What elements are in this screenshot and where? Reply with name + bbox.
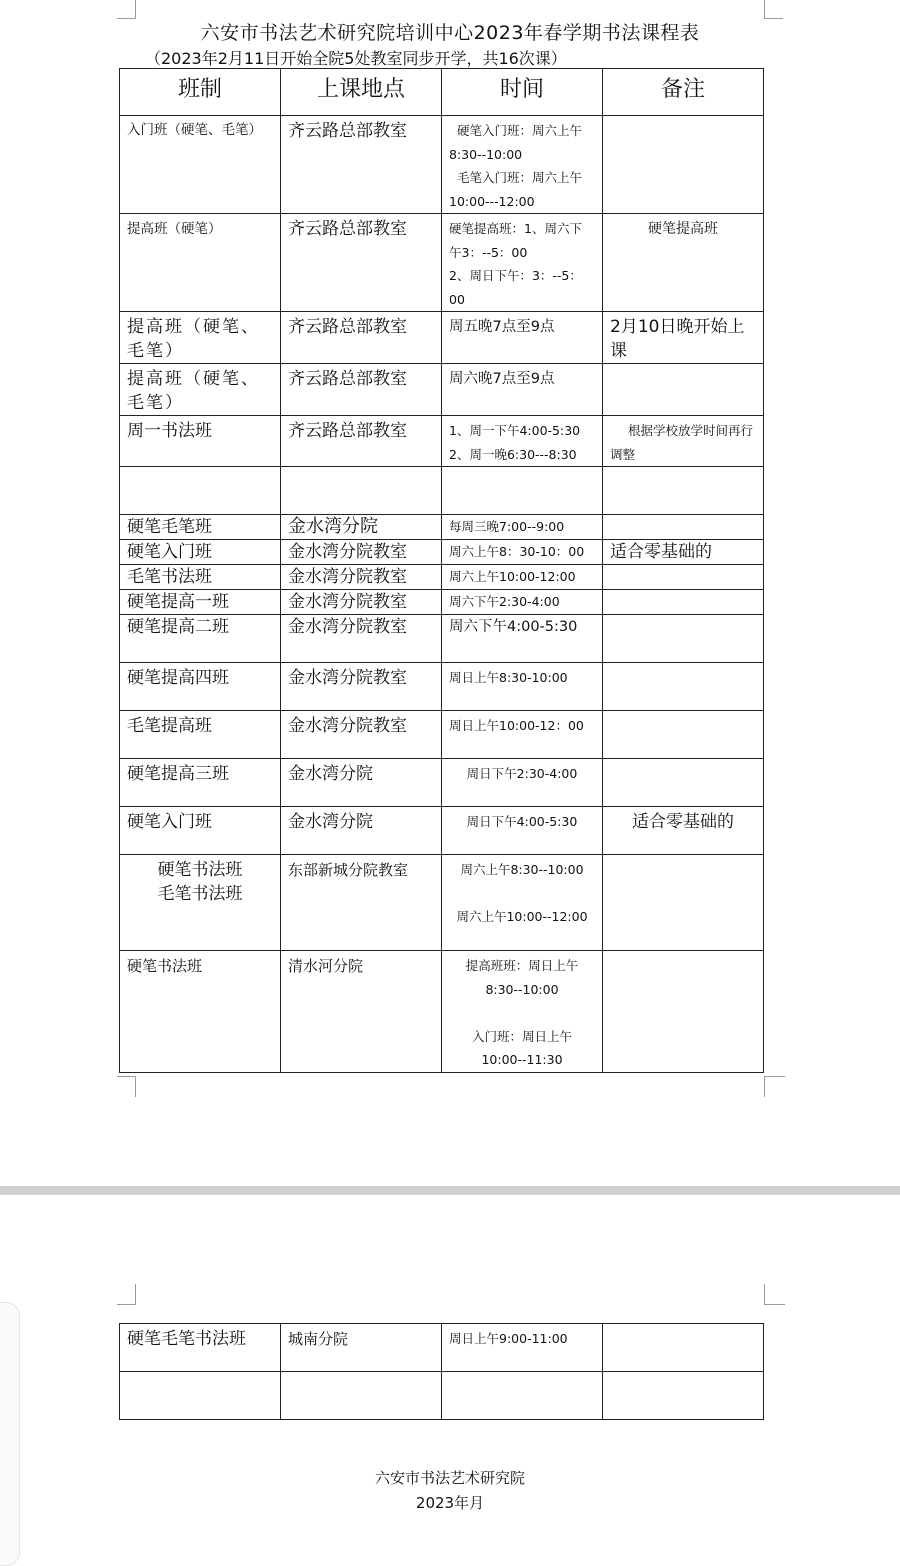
note-cell <box>603 467 764 515</box>
header-time: 时间 <box>442 69 603 116</box>
location-cell: 金水湾分院 <box>281 759 442 807</box>
time-cell: 硬笔入门班：周六上午 8:30--10:00 毛笔入门班：周六上午 10:00---12:00 <box>442 116 603 214</box>
location-cell: 金水湾分院 <box>281 807 442 855</box>
table-row <box>120 565 764 590</box>
location-cell: 金水湾分院教室 <box>281 663 442 711</box>
footer-date: 2023年月 <box>415 1494 485 1512</box>
class-cell: 硬笔毛笔班 <box>120 515 281 540</box>
time-cell <box>442 1372 603 1420</box>
class-cell: 硬笔入门班 <box>120 807 281 855</box>
table-row <box>120 855 764 951</box>
class-cell: 硬笔书法班 <box>120 951 281 1073</box>
schedule-table-page2 <box>119 1323 764 1420</box>
time-cell: 硬笔提高班：1、周六下 午3：--5：00 2、周日下午：3：--5： 00 <box>442 214 603 312</box>
crop-mark <box>117 1284 136 1305</box>
table-row <box>120 467 764 515</box>
note-cell: 根据学校放学时间再行调整 <box>603 416 764 467</box>
time-cell: 周日下午4:00-5:30 <box>442 807 603 855</box>
time-cell: 周五晚7点至9点 <box>442 312 603 364</box>
class-cell: 毛笔书法班 <box>120 565 281 590</box>
location-cell: 金水湾分院教室 <box>281 711 442 759</box>
location-cell: 东部新城分院教室 <box>281 855 442 951</box>
crop-mark <box>117 1076 136 1097</box>
note-cell <box>603 116 764 214</box>
time-cell: 周日下午2:30-4:00 <box>442 759 603 807</box>
note-cell <box>603 663 764 711</box>
note-cell: 适合零基础的 <box>603 540 764 565</box>
table-row <box>120 540 764 565</box>
time-cell: 周六上午8：30-10：00 <box>442 540 603 565</box>
table-row <box>120 711 764 759</box>
table-header-row <box>120 69 764 116</box>
edge-panel-handle[interactable] <box>0 1302 20 1566</box>
location-cell: 金水湾分院教室 <box>281 565 442 590</box>
page-separator <box>0 1186 900 1195</box>
table-row <box>120 515 764 540</box>
time-cell: 周六晚7点至9点 <box>442 364 603 416</box>
header-note: 备注 <box>603 69 764 116</box>
class-cell: 周一书法班 <box>120 416 281 467</box>
table-row <box>120 116 764 214</box>
location-cell: 齐云路总部教室 <box>281 312 442 364</box>
crop-mark <box>764 0 783 19</box>
class-cell: 硬笔提高二班 <box>120 615 281 663</box>
time-cell: 每周三晚7:00--9:00 <box>442 515 603 540</box>
location-cell: 金水湾分院教室 <box>281 590 442 615</box>
location-cell: 齐云路总部教室 <box>281 214 442 312</box>
note-cell <box>603 590 764 615</box>
class-cell: 硬笔提高四班 <box>120 663 281 711</box>
note-cell <box>603 1372 764 1420</box>
time-cell: 周六上午8:30--10:00 周六上午10:00--12:00 <box>442 855 603 951</box>
time-cell: 周日上午9:00-11:00 <box>442 1324 603 1372</box>
table-row <box>120 214 764 312</box>
note-cell <box>603 951 764 1073</box>
time-cell: 提高班班：周日上午 8:30--10:00 入门班：周日上午 10:00--11:30 <box>442 951 603 1073</box>
location-cell: 齐云路总部教室 <box>281 116 442 214</box>
crop-mark <box>117 0 136 19</box>
table-row <box>120 312 764 364</box>
class-cell: 入门班（硬笔、毛笔） <box>120 116 281 214</box>
class-cell <box>120 1372 281 1420</box>
class-cell <box>120 467 281 515</box>
footer-organization: 六安市书法艺术研究院 <box>374 1469 525 1487</box>
header-location: 上课地点 <box>281 69 442 116</box>
location-cell: 城南分院 <box>281 1324 442 1372</box>
note-cell: 硬笔提高班 <box>603 214 764 312</box>
time-cell: 周六下午4:00-5:30 <box>442 615 603 663</box>
table-row <box>120 807 764 855</box>
note-cell <box>603 1324 764 1372</box>
class-cell: 提高班（硬笔、毛笔） <box>120 364 281 416</box>
note-cell <box>603 855 764 951</box>
note-cell <box>603 711 764 759</box>
schedule-table <box>119 68 764 1073</box>
class-cell: 毛笔提高班 <box>120 711 281 759</box>
time-cell: 周六上午10:00-12:00 <box>442 565 603 590</box>
note-cell <box>603 565 764 590</box>
note-cell <box>603 759 764 807</box>
crop-mark <box>764 1076 785 1097</box>
time-cell: 1、周一下午4:00-5:30 2、周一晚6:30---8:30 <box>442 416 603 467</box>
location-cell <box>281 1372 442 1420</box>
note-cell: 2月10日晚开始上课 <box>603 312 764 364</box>
table-row <box>120 590 764 615</box>
class-cell: 硬笔提高三班 <box>120 759 281 807</box>
crop-mark <box>764 1284 785 1305</box>
class-cell: 硬笔提高一班 <box>120 590 281 615</box>
location-cell: 齐云路总部教室 <box>281 364 442 416</box>
table-row <box>120 663 764 711</box>
location-cell: 金水湾分院教室 <box>281 540 442 565</box>
document-title: 六安市书法艺术研究院培训中心2023年春学期书法课程表 <box>200 22 700 44</box>
table-row <box>120 1372 764 1420</box>
time-cell: 周日上午10:00-12：00 <box>442 711 603 759</box>
table-row <box>120 416 764 467</box>
note-cell <box>603 515 764 540</box>
note-cell <box>603 364 764 416</box>
class-cell: 提高班（硬笔） <box>120 214 281 312</box>
note-cell <box>603 615 764 663</box>
table-row <box>120 364 764 416</box>
table-row <box>120 615 764 663</box>
time-cell: 周六下午2:30-4:00 <box>442 590 603 615</box>
class-cell: 硬笔书法班 毛笔书法班 <box>120 855 281 951</box>
location-cell: 齐云路总部教室 <box>281 416 442 467</box>
location-cell <box>281 467 442 515</box>
note-cell: 适合零基础的 <box>603 807 764 855</box>
location-cell: 金水湾分院 <box>281 515 442 540</box>
table-row <box>120 759 764 807</box>
time-cell <box>442 467 603 515</box>
document-subtitle: （2023年2月11日开始全院5处教室同步开学，共16次课） <box>145 49 567 68</box>
table-row <box>120 1324 764 1372</box>
class-cell: 提高班（硬笔、毛笔） <box>120 312 281 364</box>
class-cell: 硬笔毛笔书法班 <box>120 1324 281 1372</box>
time-cell: 周日上午8:30-10:00 <box>442 663 603 711</box>
table-row <box>120 951 764 1073</box>
location-cell: 清水河分院 <box>281 951 442 1073</box>
location-cell: 金水湾分院教室 <box>281 615 442 663</box>
class-cell: 硬笔入门班 <box>120 540 281 565</box>
header-class: 班制 <box>120 69 281 116</box>
